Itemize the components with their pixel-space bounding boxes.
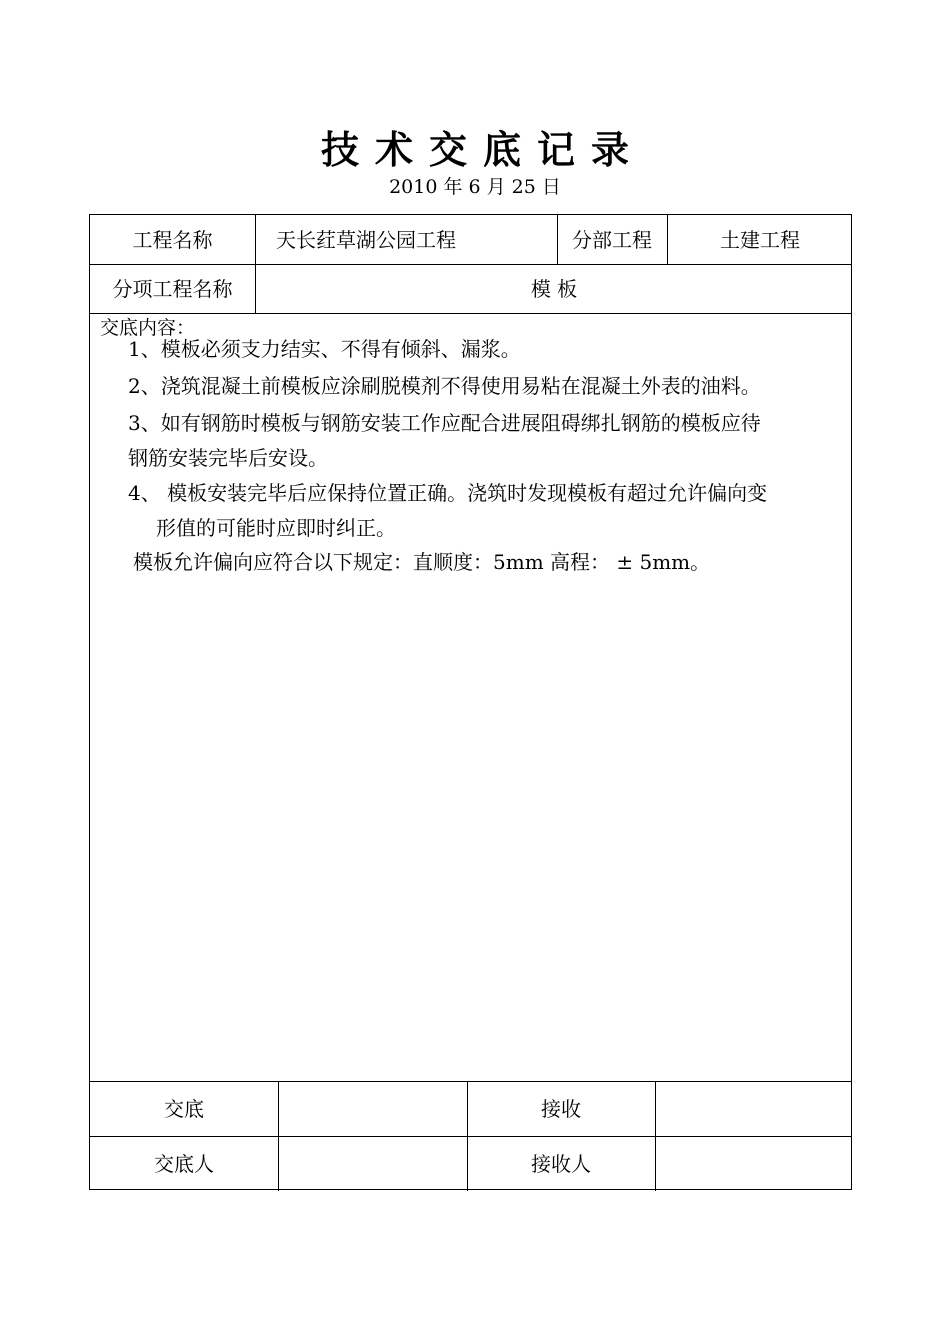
handover-value bbox=[278, 1081, 467, 1136]
content-label: 交底内容： bbox=[100, 317, 196, 339]
handover-label: 交底 bbox=[164, 1096, 204, 1121]
row-divider bbox=[90, 313, 851, 314]
receive-label: 接收 bbox=[541, 1096, 581, 1121]
content-line: 3、如有钢筋时模板与钢筋安装工作应配合进展阻碍绑扎钢筋的模板应待 bbox=[128, 411, 761, 435]
content-line: 形值的可能时应即时纠正。 bbox=[156, 516, 396, 540]
receiver-label: 接收人 bbox=[531, 1151, 591, 1176]
handover-person-label: 交底人 bbox=[154, 1151, 214, 1176]
subitem-label: 分项工程名称 bbox=[112, 276, 233, 301]
handover-person-value bbox=[278, 1136, 467, 1191]
receiver-value bbox=[655, 1136, 853, 1191]
content-line: 模板允许偏向应符合以下规定：直顺度：5mm 高程： ± 5mm。 bbox=[133, 550, 711, 574]
document-title: 技术交底记录 bbox=[320, 127, 645, 172]
receive-value bbox=[655, 1081, 853, 1136]
content-line: 2、浇筑混凝土前模板应涂刷脱模剂不得使用易粘在混凝土外表的油料。 bbox=[128, 374, 761, 398]
content-line: 1、模板必须支力结实、不得有倾斜、漏浆。 bbox=[128, 337, 521, 361]
project-name-value: 天长荭草湖公园工程 bbox=[276, 227, 456, 252]
content-line: 钢筋安装完毕后安设。 bbox=[128, 446, 328, 470]
content-line: 4、 模板安装完毕后应保持位置正确。浇筑时发现模板有超过允许偏向变 bbox=[128, 481, 768, 505]
document-date: 2010 年 6 月 25 日 bbox=[389, 176, 561, 198]
handover-record-table bbox=[89, 214, 852, 1190]
division-value: 土建工程 bbox=[720, 227, 800, 252]
project-name-label: 工程名称 bbox=[132, 227, 213, 252]
division-label: 分部工程 bbox=[572, 227, 652, 252]
subitem-value: 模 板 bbox=[530, 276, 578, 301]
